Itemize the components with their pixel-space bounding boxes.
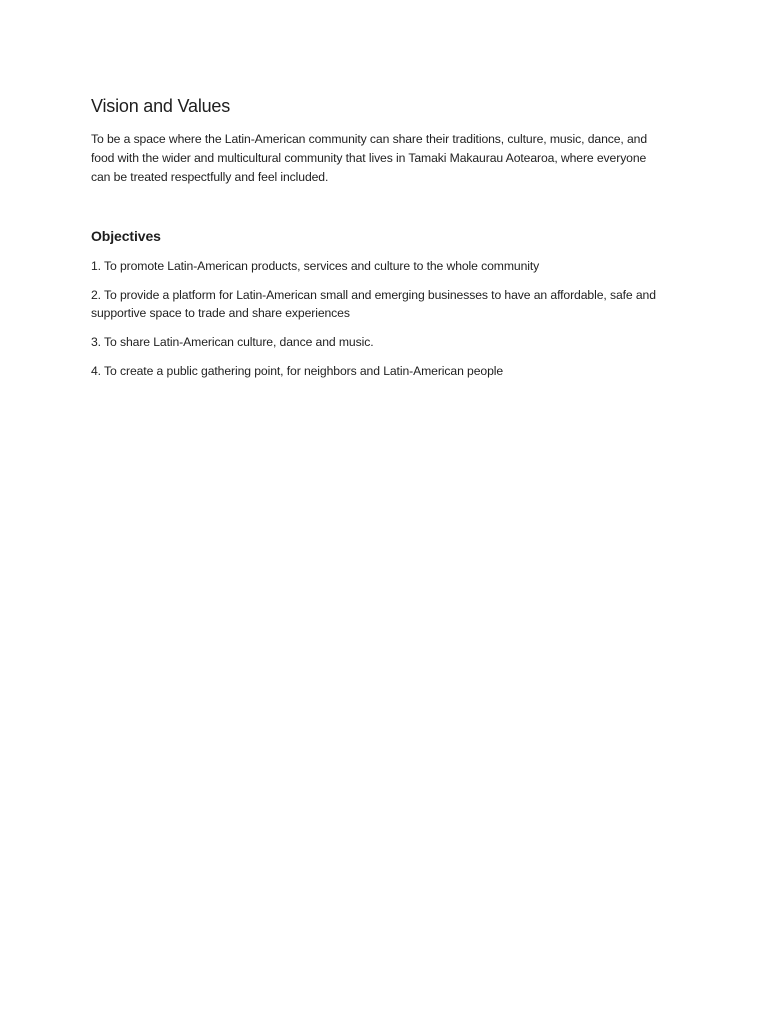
- objective-item: 4. To create a public gathering point, for neighbors and Latin-American people: [91, 364, 504, 378]
- objective-item: 2. To provide a platform for Latin-American small and emerging businesses to have an affordable, safe and supportive space to trade and share experiences: [91, 288, 656, 320]
- page-title: Vision and Values: [91, 96, 231, 116]
- objectives-list: [91, 257, 668, 380]
- vision-paragraph: To be a space where the Latin-American community can share their traditions, culture, music, dance, and food with the wider and multicultural community that lives in Tamaki Makaurau Aotearoa, where everyone can be treated respectfully and feel included.: [91, 132, 648, 184]
- objective-item: 1. To promote Latin-American products, services and culture to the whole community: [91, 259, 540, 273]
- objective-item: 3. To share Latin-American culture, dance and music.: [91, 335, 374, 349]
- objectives-heading: Objectives: [91, 228, 161, 244]
